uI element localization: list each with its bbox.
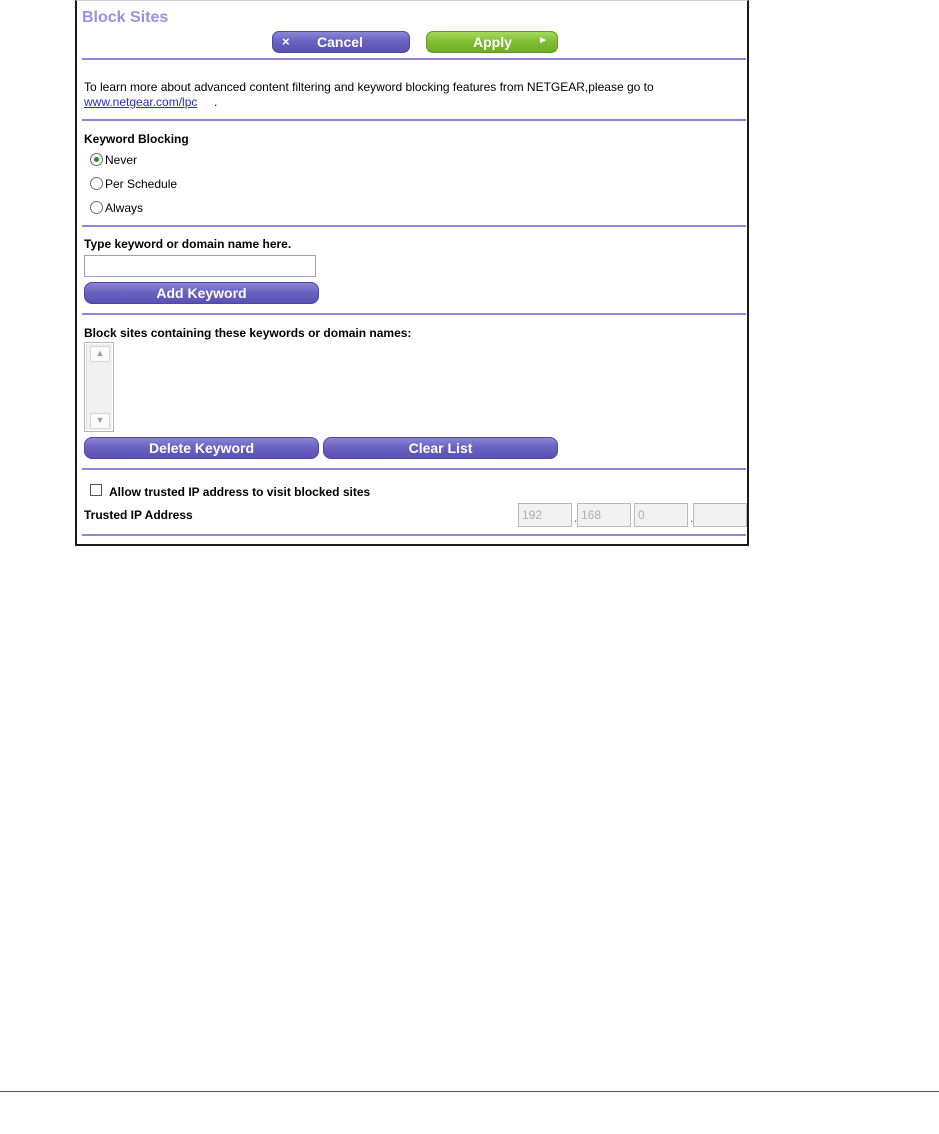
ip-dot: . [690,511,694,525]
separator [82,119,746,121]
page-title: Block Sites [82,9,169,26]
separator [82,313,746,315]
close-icon: × [282,34,290,49]
allow-trusted-ip-label: Allow trusted IP address to visit blocked sites [109,485,371,499]
radio-never-label: Never [105,153,138,167]
radio-always[interactable] [90,201,103,214]
scroll-down-icon[interactable]: ▼ [90,413,110,429]
keyword-blocking-heading: Keyword Blocking [84,132,189,146]
keyword-input-label: Type keyword or domain name here. [84,237,292,251]
blocked-list-label: Block sites containing these keywords or domain names: [84,326,412,340]
block-sites-panel [75,0,749,546]
info-text: To learn more about advanced content filtering and keyword blocking features from NETGEAR,please go to [84,80,654,94]
add-keyword-button[interactable]: Add Keyword [84,282,319,304]
scroll-up-icon[interactable]: ▲ [90,346,110,362]
cancel-button-label: Cancel [317,34,363,50]
arrow-right-icon: ► [538,35,548,46]
footer-rule [0,1091,939,1092]
trusted-ip-octet-4[interactable] [693,503,747,527]
radio-per-schedule[interactable] [90,177,103,190]
radio-never[interactable] [90,153,103,166]
netgear-lpc-link[interactable]: www.netgear.com/lpc [84,95,198,109]
separator [82,58,746,60]
delete-keyword-button[interactable]: Delete Keyword [84,437,319,459]
radio-per-schedule-label: Per Schedule [105,177,178,191]
ip-dot: . [574,511,578,525]
separator [82,534,746,536]
info-period: . [214,95,218,109]
scrollbar[interactable] [86,344,112,430]
allow-trusted-ip-checkbox[interactable] [90,484,102,496]
trusted-ip-label: Trusted IP Address [84,508,193,522]
trusted-ip-octet-2[interactable] [577,503,631,527]
radio-never-row[interactable] [90,152,137,168]
cancel-button[interactable] [272,31,410,53]
trusted-ip-octet-1[interactable] [518,503,572,527]
radio-per-schedule-row[interactable] [90,176,177,192]
radio-always-row[interactable] [90,200,143,216]
separator [82,468,746,470]
apply-button-label: Apply [473,34,512,50]
clear-list-button[interactable]: Clear List [323,437,558,459]
trusted-ip-octet-3[interactable] [634,503,688,527]
separator [82,225,746,227]
radio-always-label: Always [105,201,144,215]
keyword-input[interactable] [84,255,316,277]
apply-button[interactable] [426,31,558,53]
blocked-keywords-list[interactable] [84,342,114,432]
